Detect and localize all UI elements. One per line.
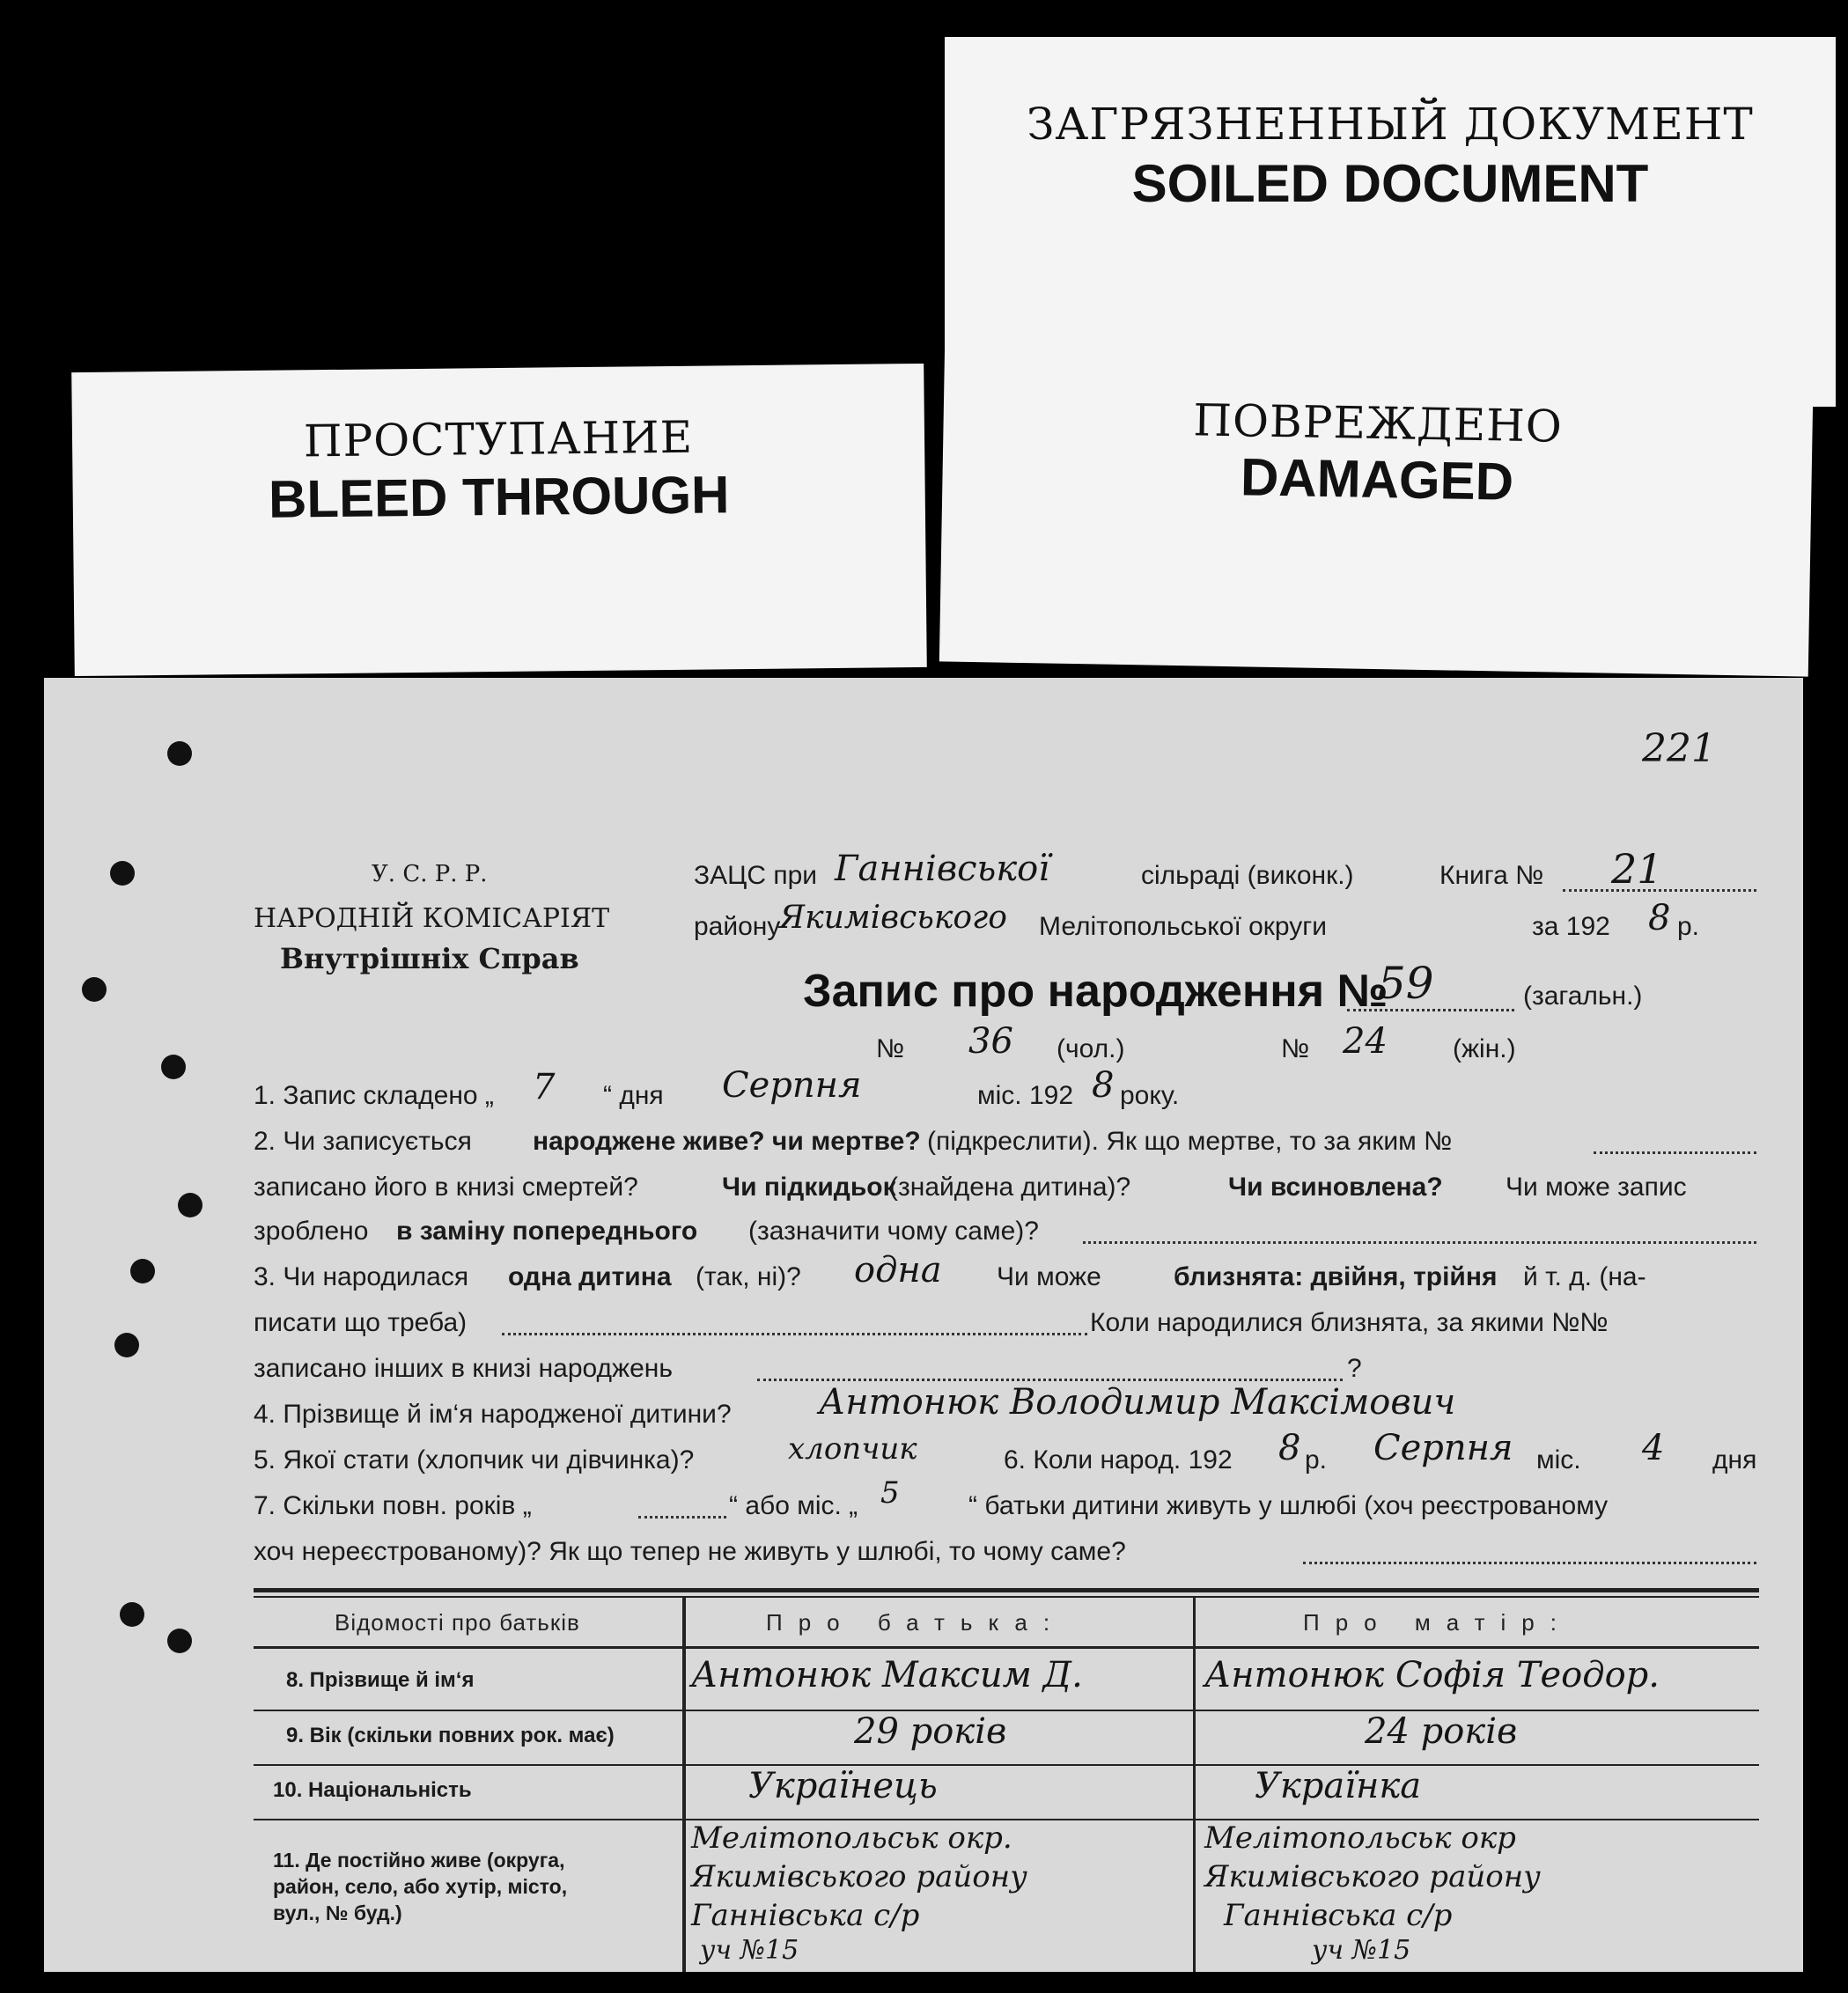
punch-hole: [161, 1055, 186, 1079]
soiled-label-ru: ЗАГРЯЗНЕННЫЙ ДОКУМЕНТ: [1027, 99, 1754, 150]
record-number-handwritten: 59: [1378, 958, 1434, 1009]
punch-hole: [114, 1333, 139, 1357]
punch-hole: [130, 1259, 155, 1283]
item1-text-d: року.: [1120, 1081, 1180, 1110]
dotted-line: [1347, 1009, 1514, 1011]
year-prefix: за 192: [1532, 912, 1610, 941]
damaged-label-ru: ПОВРЕЖДЕНО: [1192, 394, 1564, 452]
item3-handwritten: одна: [854, 1250, 942, 1291]
birth-record-form: [44, 678, 1803, 1972]
item1-month-handwritten: Серпня: [722, 1065, 862, 1106]
usrr-heading: У. С. Р. Р.: [372, 861, 488, 887]
female-number-handwritten: 24: [1343, 1021, 1388, 1062]
item4-text: 4. Прізвище й ім‘я народженої дитини?: [254, 1400, 732, 1429]
male-number-handwritten: 36: [968, 1021, 1013, 1062]
record-title: Запис про народження №: [803, 966, 1388, 1017]
item3-text-f: й т. д. (на-: [1523, 1262, 1646, 1291]
father-nationality-handwritten: Українець: [748, 1766, 938, 1806]
table-top-rule: [254, 1588, 1759, 1592]
male-label: (чол.): [1057, 1034, 1125, 1063]
commissariat-heading: НАРОДНІЙ КОМІСАРІЯТ: [254, 903, 610, 934]
zags-prefix: ЗАЦС при: [694, 861, 818, 890]
punch-hole: [110, 861, 135, 886]
item3-line2-b: Коли народилися близнята, за якими №№: [1090, 1308, 1609, 1337]
damaged-label: [939, 335, 1814, 676]
bleed-through-label: [71, 364, 927, 676]
item7-line2: хоч нереєстрованому)? Як що тепер не живуть у шлюбі, то чому саме?: [254, 1537, 1126, 1566]
item2-line2-c: (знайдена дитина)?: [889, 1173, 1131, 1202]
district-suffix: Мелітопольської округи: [1039, 912, 1327, 941]
table-header-mother: Про матір:: [1303, 1609, 1572, 1636]
mother-residence-line-4: уч №15: [1312, 1935, 1411, 1966]
item3-line3-a: записано інших в книзі народжень: [254, 1354, 674, 1383]
item2-text-a: 2. Чи записується: [254, 1127, 472, 1156]
item1-text-c: міс. 192: [977, 1081, 1074, 1110]
item3-text-c: (так, ні)?: [696, 1262, 801, 1291]
item3-text-e: близнята: двійня, трійня: [1174, 1262, 1498, 1291]
item1-text-b: “ дня: [603, 1081, 664, 1110]
row-nationality-label: 10. Національність: [273, 1778, 472, 1802]
item1-year-handwritten: 8: [1092, 1065, 1115, 1106]
village-handwritten: Ганнівської: [835, 849, 1050, 889]
bleed-label-ru: ПРОСТУПАНИЕ: [303, 411, 694, 467]
female-label: (жін.): [1453, 1034, 1516, 1063]
punch-hole: [82, 977, 107, 1002]
dotted-line: [757, 1379, 1343, 1381]
mother-residence-line-2: Якимівського району: [1204, 1859, 1541, 1894]
row-name-label: 8. Прізвище й ім‘я: [286, 1668, 475, 1692]
mother-nationality-handwritten: Українка: [1255, 1766, 1422, 1806]
item6-text-b: р.: [1305, 1445, 1328, 1475]
mother-residence-line-1: Мелітопольськ окр: [1204, 1820, 1516, 1856]
item7-text-c: “ батьки дитини живуть у шлюбі (хоч реєстрованому: [968, 1491, 1609, 1520]
item2-line3-b: в заміну попереднього: [396, 1217, 698, 1246]
corner-number: 221: [1642, 726, 1716, 771]
general-label: (загальн.): [1523, 982, 1643, 1011]
row-residence-label-3: вул., № буд.): [273, 1901, 402, 1924]
item6-text-c: міс.: [1536, 1445, 1581, 1475]
table-header-father: Про батька:: [766, 1609, 1066, 1636]
father-name-handwritten: Антонюк Максим Д.: [691, 1655, 1083, 1695]
soiled-label-en: SOILED DOCUMENT: [1131, 154, 1649, 213]
item1-text-a: 1. Запис складено „: [254, 1081, 494, 1110]
father-age-handwritten: 29 років: [854, 1711, 1007, 1752]
item3-text-d: Чи може: [997, 1262, 1101, 1291]
item7-text-a: 7. Скільки повн. років „: [254, 1491, 532, 1520]
item2-line3-c: (зазначити чому саме)?: [748, 1217, 1039, 1246]
table-column-rule: [682, 1596, 686, 1972]
punch-hole: [120, 1602, 144, 1627]
item7-text-b: “ або міс. „: [729, 1491, 858, 1520]
item2-line2-a: записано його в книзі смертей?: [254, 1173, 638, 1202]
bleed-label-en: BLEED THROUGH: [268, 465, 730, 529]
table-row-rule: [254, 1646, 1759, 1649]
item6-text-d: дня: [1712, 1445, 1757, 1475]
table-row-rule: [254, 1764, 1759, 1766]
birth-month-handwritten: Серпня: [1373, 1428, 1513, 1468]
female-no: №: [1281, 1034, 1310, 1063]
table-column-rule: [1193, 1596, 1196, 1972]
father-residence-line-3: Ганнівська с/р: [691, 1898, 920, 1933]
mother-residence-line-3: Ганнівська с/р: [1224, 1898, 1453, 1933]
dotted-line: [1303, 1562, 1756, 1564]
item3-text-b: одна дитина: [508, 1262, 672, 1291]
year-suffix: р.: [1677, 912, 1700, 941]
father-residence-line-2: Якимівського району: [691, 1859, 1027, 1894]
male-no: №: [876, 1034, 905, 1063]
dotted-line: [502, 1333, 1087, 1335]
sex-handwritten: хлопчик: [788, 1431, 917, 1467]
father-residence-line-4: уч №15: [700, 1935, 799, 1966]
marriage-months-handwritten: 5: [880, 1475, 900, 1511]
birth-year-handwritten: 8: [1278, 1428, 1301, 1468]
book-label: Книга №: [1439, 861, 1544, 890]
item6-text-a: 6. Коли народ. 192: [1004, 1445, 1233, 1475]
row-age-label: 9. Вік (скільки повних рок. має): [286, 1724, 615, 1747]
dotted-line: [638, 1516, 726, 1519]
book-number-handwritten: 21: [1611, 845, 1663, 893]
item2-line2-d: Чи всиновлена?: [1228, 1173, 1443, 1202]
item3-text-a: 3. Чи народилася: [254, 1262, 469, 1291]
punch-hole: [167, 741, 192, 766]
dotted-line: [1083, 1241, 1756, 1244]
internal-affairs-heading: Внутрішніх Справ: [280, 942, 579, 975]
dotted-line: [1563, 889, 1756, 892]
item3-line2-a: писати що треба): [254, 1308, 468, 1337]
zags-suffix: сільраді (виконк.): [1141, 861, 1354, 890]
row-residence-label-1: 11. Де постійно живе (округа,: [273, 1849, 565, 1872]
item3-line3-b: ?: [1347, 1354, 1362, 1383]
row-residence-label-2: район, село, або хутір, місто,: [273, 1875, 568, 1898]
item5-text: 5. Якої стати (хлопчик чи дівчинка)?: [254, 1445, 695, 1475]
punch-hole: [178, 1193, 202, 1217]
item2-text-b: народжене живе? чи мертве?: [533, 1127, 921, 1156]
father-residence-line-1: Мелітопольськ окр.: [691, 1820, 1012, 1856]
item2-line2-b: Чи підкидьок: [722, 1173, 896, 1202]
year-handwritten: 8: [1648, 898, 1671, 938]
punch-hole: [167, 1629, 192, 1653]
item1-day-handwritten: 7: [533, 1067, 556, 1107]
item2-line3-a: зроблено: [254, 1217, 369, 1246]
table-top-rule: [254, 1596, 1759, 1598]
district-handwritten: Якимівського: [779, 900, 1007, 936]
item2-text-c: (підкреслити). Як що мертве, то за яким №: [927, 1127, 1453, 1156]
child-name-handwritten: Антонюк Володимир Максімович: [819, 1382, 1456, 1423]
damaged-label-en: DAMAGED: [1240, 447, 1514, 511]
mother-age-handwritten: 24 років: [1365, 1711, 1518, 1752]
district-prefix: району: [694, 912, 781, 941]
birth-day-handwritten: 4: [1642, 1428, 1665, 1468]
table-header-info: Відомості про батьків: [335, 1609, 580, 1636]
dotted-line: [1594, 1151, 1756, 1154]
mother-name-handwritten: Антонюк Софія Теодор.: [1204, 1655, 1660, 1695]
item2-line2-e: Чи може запис: [1506, 1173, 1687, 1202]
